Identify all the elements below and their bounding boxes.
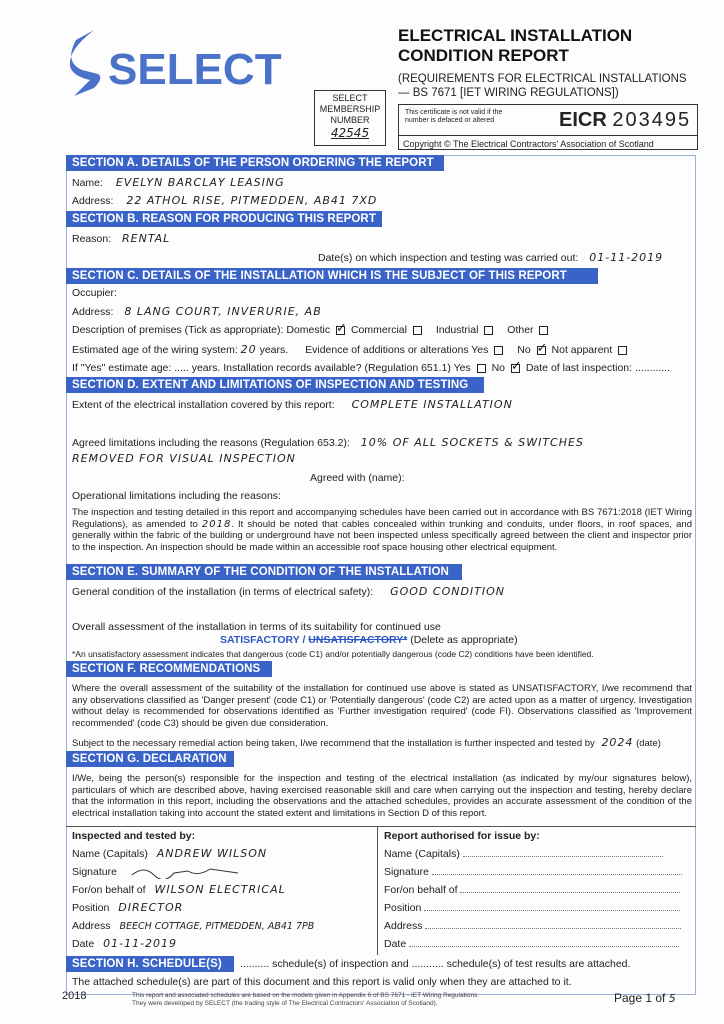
eicr-code bbox=[559, 109, 691, 132]
evidence-label: Evidence of additions or alterations Yes bbox=[305, 344, 489, 356]
retest-label: Subject to the necessary remedial action being taken, I/we recommend that the installation is further inspected and tested by bbox=[72, 738, 595, 749]
schedules-text: .......... schedule(s) of inspection and ........... schedule(s) of test results are attached. bbox=[240, 958, 631, 970]
general-condition-value: GOOD CONDITION bbox=[390, 585, 506, 598]
inspector-position-value: DIRECTOR bbox=[118, 901, 184, 914]
if-yes-label: If "Yes" estimate age: ..... years. Installation records available? (Regulation 651.1) Yes bbox=[72, 362, 471, 374]
general-condition-row bbox=[72, 585, 505, 599]
authoriser-name-label: Name (Capitals) bbox=[384, 848, 460, 860]
declaration-text: I/We, being the person(s) responsible for the inspection and testing of the electrical installation (as indicated by my/our signatures below), particulars of which are described above, having exercised reasonable skill and care when carrying out the inspection and testing, hereby declare that the information in this report, including the observations and the attached schedules, provides an accurate assessment of the condition of the electrical installation taking into account the stated extent and limitations in Section D of this report. bbox=[72, 773, 692, 819]
svg-text:SELECT: SELECT bbox=[108, 45, 282, 94]
retest-unit: (date) bbox=[636, 738, 661, 749]
name-label: Name: bbox=[72, 177, 103, 189]
delete-note: (Delete as appropriate) bbox=[410, 634, 518, 646]
age-value: 20 bbox=[240, 343, 257, 356]
membership-label: SELECT MEMBERSHIP NUMBER bbox=[319, 93, 381, 125]
section-c-header: SECTION C. DETAILS OF THE INSTALLATION WHICH IS THE SUBJECT OF THIS REPORT bbox=[66, 268, 598, 284]
inspector-date-row bbox=[66, 935, 377, 953]
age-unit: years. bbox=[259, 344, 289, 356]
eicr-prefix: EICR bbox=[559, 109, 607, 131]
authoriser-behalf-row bbox=[378, 881, 696, 899]
section-a-header: SECTION A. DETAILS OF THE PERSON ORDERING THE REPORT bbox=[66, 155, 444, 171]
operational-label: Operational limitations including the reasons: bbox=[72, 490, 281, 502]
unsatisfactory-label: UNSATISFACTORY* bbox=[308, 634, 408, 646]
authoriser-signature-row bbox=[378, 863, 696, 881]
records-yes-checkbox[interactable] bbox=[477, 364, 486, 373]
membership-number: 42545 bbox=[330, 126, 370, 140]
title-line1: ELECTRICAL INSTALLATION bbox=[398, 26, 633, 45]
schedules-note: The attached schedule(s) are part of this document and this report is valid only when they are attached to it. bbox=[72, 976, 572, 988]
page-number bbox=[614, 991, 677, 1005]
extent-label: Extent of the electrical installation covered by this report: bbox=[72, 399, 335, 411]
premises-row bbox=[72, 324, 551, 337]
section-a-name-row bbox=[72, 176, 285, 190]
occupier-label: Occupier: bbox=[72, 287, 117, 299]
inspector-address-value: BEECH COTTAGE, PITMEDDEN, AB41 7PB bbox=[119, 921, 315, 932]
evidence-yes-checkbox[interactable] bbox=[494, 346, 503, 355]
other-checkbox[interactable] bbox=[539, 326, 548, 335]
membership-box bbox=[314, 90, 386, 146]
limitations-row2 bbox=[72, 452, 296, 466]
authoriser-position-label: Position bbox=[384, 902, 422, 914]
assessment-row bbox=[220, 634, 518, 646]
inspector-name-value: ANDREW WILSON bbox=[156, 847, 268, 860]
extent-value: COMPLETE INSTALLATION bbox=[351, 398, 513, 411]
section-e-header: SECTION E. SUMMARY OF THE CONDITION OF THE INSTALLATION bbox=[66, 564, 462, 580]
section-d-header: SECTION D. EXTENT AND LIMITATIONS OF INSPECTION AND TESTING bbox=[66, 377, 484, 393]
inspector-position-label: Position bbox=[72, 902, 110, 914]
evidence-no-checkbox[interactable] bbox=[537, 346, 546, 355]
inspection-date-value: 01-11-2019 bbox=[589, 251, 664, 264]
authoriser-name-row bbox=[378, 845, 696, 863]
premises-label: Description of premises (Tick as appropriate): Domestic bbox=[72, 324, 331, 336]
unsatisfactory-footnote: *An unsatisfactory assessment indicates that dangerous (code C1) and/or potentially dangerous (code C2) conditions have been identified. bbox=[72, 649, 594, 659]
records-no-checkbox[interactable] bbox=[511, 364, 520, 373]
statement-part1: The inspection and testing detailed in this report and accompanying schedules have been carried out in accordance with BS 7671:2018 (IET Wiring Regulations), as amended to bbox=[72, 507, 692, 530]
inspector-heading: Inspected and tested by: bbox=[72, 830, 196, 842]
industrial-checkbox[interactable] bbox=[484, 326, 493, 335]
commercial-checkbox[interactable] bbox=[413, 326, 422, 335]
retest-value: 2024 bbox=[601, 736, 634, 749]
last-inspection-label: Date of last inspection: ............ bbox=[525, 362, 670, 374]
limitations-label: Agreed limitations including the reasons (Regulation 653.2): bbox=[72, 437, 350, 449]
authoriser-column bbox=[378, 827, 696, 955]
section-h-header: SECTION H. SCHEDULE(S) bbox=[66, 956, 234, 972]
page-label: Page 1 of bbox=[614, 991, 666, 1005]
domestic-checkbox[interactable] bbox=[336, 326, 345, 335]
inspector-column bbox=[66, 827, 378, 955]
reason-value: RENTAL bbox=[122, 232, 171, 245]
evidence-no-label: No bbox=[517, 344, 531, 356]
form-year: 2018 bbox=[62, 990, 87, 1002]
reason-row bbox=[72, 232, 170, 246]
select-logo bbox=[64, 22, 294, 102]
section-g-header: SECTION G. DECLARATION bbox=[66, 751, 234, 767]
general-condition-label: General condition of the installation (in terms of electrical safety): bbox=[72, 586, 374, 598]
signature-table bbox=[66, 826, 696, 954]
not-apparent-checkbox[interactable] bbox=[618, 346, 627, 355]
inspector-position-row bbox=[66, 899, 377, 917]
inspector-signature-row bbox=[66, 863, 377, 881]
extent-row bbox=[72, 398, 513, 412]
authoriser-heading: Report authorised for issue by: bbox=[384, 830, 540, 842]
authoriser-date-row bbox=[378, 935, 696, 953]
limitations-value2: REMOVED FOR VISUAL INSPECTION bbox=[72, 452, 296, 465]
report-title-block bbox=[398, 26, 718, 100]
inspector-signature bbox=[128, 865, 248, 879]
page-total: 5 bbox=[668, 992, 677, 1005]
section-a-address-row bbox=[72, 194, 377, 208]
footer-note-line1: This report and associated schedules are based on the models given in Appendix 6 of BS 7671 - IET Wiring Regulations. bbox=[132, 992, 480, 999]
authoriser-date-label: Date bbox=[384, 938, 407, 950]
address-value: 22 ATHOL RISE, PITMEDDEN, AB41 7XD bbox=[126, 194, 378, 207]
reason-label: Reason: bbox=[72, 233, 112, 245]
authoriser-address-label: Address bbox=[384, 920, 423, 932]
retest-row bbox=[72, 736, 661, 750]
industrial-label: Industrial bbox=[435, 324, 479, 336]
section-c-address-row bbox=[72, 305, 322, 319]
authoriser-behalf-label: For/on behalf of bbox=[384, 884, 458, 896]
title-line2: CONDITION REPORT bbox=[398, 46, 569, 65]
authoriser-address-row bbox=[378, 917, 696, 935]
inspector-date-label: Date bbox=[72, 938, 95, 950]
records-no-label: No bbox=[491, 362, 505, 374]
install-address-value: 8 LANG COURT, INVERURIE, AB bbox=[124, 305, 322, 318]
overall-label: Overall assessment of the installation in terms of its suitability for continued use bbox=[72, 621, 441, 633]
inspector-address-label: Address bbox=[72, 920, 111, 932]
inspector-name-label: Name (Capitals) bbox=[72, 848, 148, 860]
inspection-date-label: Date(s) on which inspection and testing was carried out: bbox=[318, 252, 579, 264]
copyright: Copyright © The Electrical Contractors' Association of Scotland bbox=[399, 135, 697, 152]
section-b-header: SECTION B. REASON FOR PRODUCING THIS REPORT bbox=[66, 211, 382, 227]
inspector-behalf-label: For/on behalf of bbox=[72, 884, 146, 896]
statement-part2: . It should be noted that cables concealed within trunking and conduits, under floors, in roof spaces, and generally within the fabric of the building or underground have not been inspected unless specifically agreed between the client and inspector prior to the inspection. An inspection should be made within an accessible roof space housing other electrical equipment. bbox=[72, 518, 692, 553]
satisfactory-label: SATISFACTORY / bbox=[220, 634, 306, 646]
inspector-behalf-row bbox=[66, 881, 377, 899]
eicr-number: 203495 bbox=[612, 109, 692, 131]
footer-note-line2: They were developed by SELECT (the trading style of The Electrical Contractors' Association of Scotland). bbox=[132, 1000, 438, 1007]
wiring-age-row bbox=[72, 343, 630, 357]
inspector-date-value: 01-11-2019 bbox=[103, 937, 178, 950]
recommendations-text: Where the overall assessment of the suitability of the installation for continued use above is stated as UNSATISFACTORY, I/we recommend that any observations classified as 'Danger present' (code C1) or 'Potentially dangerous' (code C2) are acted upon as a matter of urgency. Investigation without delay is recommended for observations identified as 'Further investigation required' (code FI). Observations classified as 'Improvement recommended' (code C3) should be given due consideration. bbox=[72, 683, 692, 729]
limitations-value1: 10% OF ALL SOCKETS & SWITCHES bbox=[360, 436, 584, 449]
inspection-statement bbox=[72, 507, 692, 553]
validity-note: This certificate is not valid if the number is defaced or altered bbox=[405, 109, 503, 124]
authoriser-position-row bbox=[378, 899, 696, 917]
records-row bbox=[72, 362, 670, 375]
inspector-behalf-value: WILSON ELECTRICAL bbox=[154, 883, 286, 896]
inspection-date-row bbox=[318, 251, 663, 265]
inspector-address-row bbox=[66, 917, 377, 935]
amended-value: 2018 bbox=[201, 518, 232, 530]
section-f-header: SECTION F. RECOMMENDATIONS bbox=[66, 661, 272, 677]
limitations-row bbox=[72, 436, 584, 450]
inspector-name-row bbox=[66, 845, 377, 863]
subtitle-line1: (REQUIREMENTS FOR ELECTRICAL INSTALLATIONS bbox=[398, 73, 687, 85]
eicr-box bbox=[398, 104, 698, 150]
other-label: Other bbox=[507, 324, 534, 336]
age-label: Estimated age of the wiring system: bbox=[72, 344, 238, 356]
inspector-signature-label: Signature bbox=[72, 866, 117, 878]
authoriser-signature-label: Signature bbox=[384, 866, 429, 878]
subtitle-line2: — BS 7671 [IET WIRING REGULATIONS]) bbox=[398, 87, 619, 99]
address-label: Address: bbox=[72, 195, 114, 207]
install-address-label: Address: bbox=[72, 306, 114, 318]
footer-note bbox=[132, 992, 479, 1008]
commercial-label: Commercial bbox=[350, 324, 407, 336]
not-apparent-label: Not apparent bbox=[551, 344, 613, 356]
name-value: EVELYN BARCLAY LEASING bbox=[115, 176, 285, 189]
agreed-with-label: Agreed with (name): bbox=[310, 472, 405, 484]
